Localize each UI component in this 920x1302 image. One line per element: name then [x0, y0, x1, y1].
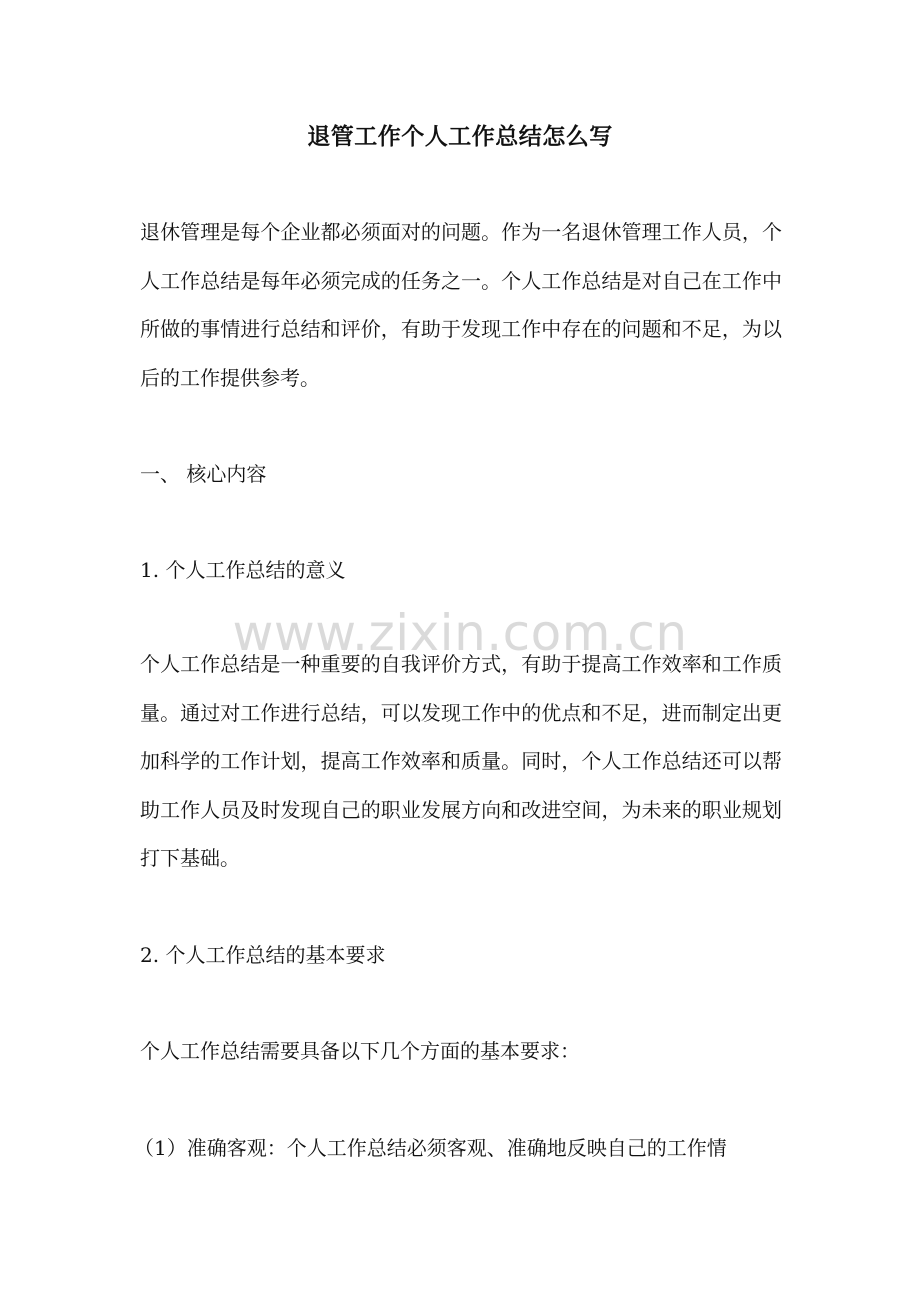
- requirement-item-1: （1）准确客观：个人工作总结必须客观、准确地反映自己的工作情: [134, 1136, 727, 1160]
- requirements-intro: 个人工作总结需要具备以下几个方面的基本要求：: [140, 1039, 580, 1063]
- intro-paragraph: 退休管理是每个企业都必须面对的问题。作为一名退休管理工作人员，个人工作总结是每年必须完成的任务之一。个人工作总结是对自己在工作中所做的事情进行总结和评价，有助于发现工作中存在的问题和不足，为以后的工作提供参考。: [140, 220, 782, 390]
- subsection-heading-meaning: 1. 个人工作总结的意义: [140, 558, 346, 582]
- subsection-heading-requirements: 2. 个人工作总结的基本要求: [140, 943, 386, 967]
- watermark: www.zixin.com.cn: [232, 604, 688, 662]
- section-heading-core-content: 一、 核心内容: [140, 462, 267, 486]
- document-title: 退管工作个人工作总结怎么写: [307, 123, 613, 150]
- meaning-paragraph: 个人工作总结是一种重要的自我评价方式，有助于提高工作效率和工作质量。通过对工作进行总结，可以发现工作中的优点和不足，进而制定出更加科学的工作计划，提高工作效率和质量。同时，个人工作总结还可以帮助工作人员及时发现自己的职业发展方向和改进空间，为未来的职业规划打下基础。: [140, 652, 782, 870]
